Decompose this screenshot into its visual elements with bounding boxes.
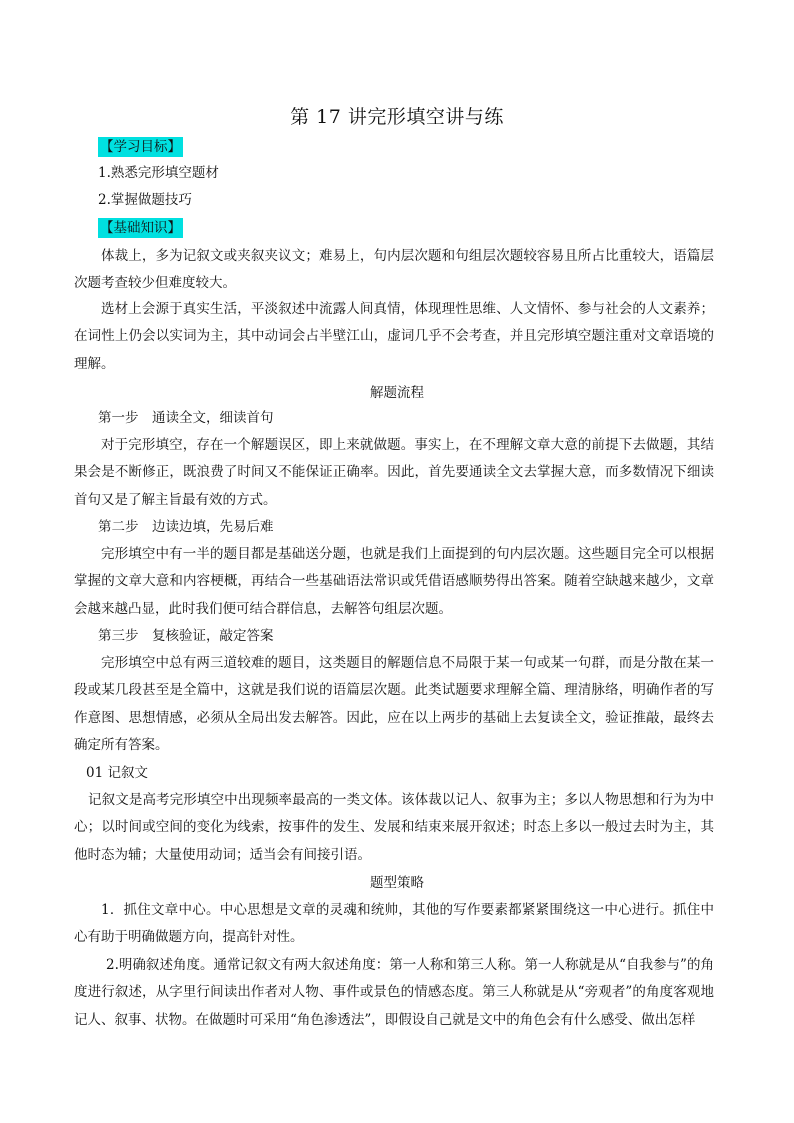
paragraph-strategy-1: 1．抓住文章中心。中心思想是文章的灵魂和统帅，其他的写作要素都紧紧围绕这一中心进行。抓住中心有助于明确做题方向，提高针对性。 <box>74 902 714 946</box>
paragraph-step-1: 对于完形填空，存在一个解题误区，即上来就做题。事实上，在不理解文章大意的前提下去做题，其结果会是不断修正，既浪费了时间又不能保证正确率。因此，首先要通读全文去掌握大意，而多数情况下细读首句又是了解主旨最有效的方式。 <box>74 437 714 508</box>
basic-knowledge-tag: 【基础知识】 <box>100 220 181 236</box>
goal-item-1: 1.熟悉完形填空题材 <box>98 165 219 181</box>
heading-solving-process: 解题流程 <box>370 385 424 401</box>
step-1-heading: 第一步 通读全文，细读首句 <box>98 410 274 426</box>
goal-item-2: 2.掌握做题技巧 <box>98 192 192 208</box>
paragraph-step-2: 完形填空中有一半的题目都是基础送分题，也就是我们上面提到的句内层次题。这些题目完全可以根据掌握的文章大意和内容梗概，再结合一些基础语法常识或凭借语感顺势得出答案。随着空缺越来越少，文章会越来越凸显，此时我们便可结合群信息，去解答句组层次题。 <box>74 546 714 617</box>
paragraph-genre: 体裁上，多为记叙文或夹叙夹议文；难易上，句内层次题和句组层次题较容易且所占比重较大，语篇层次题考查较少但难度较大。 <box>74 248 714 292</box>
heading-question-strategy: 题型策略 <box>370 875 424 891</box>
paragraph-narrative: 记叙文是高考完形填空中出现频率最高的一类文体。该体裁以记人、叙事为主；多以人物思想和行为为中心；以时间或空间的变化为线索，按事件的发生、发展和结束来展开叙述；时态上多以一般过去时为主，其他时态为辅；大量使用动词；适当会有间接引语。 <box>74 792 714 863</box>
paragraph-strategy-2: 2.明确叙述角度。通常记叙文有两大叙述角度：第一人称和第三人称。第一人称就是从“自我参与”的角度进行叙述，从字里行间读出作者对人物、事件或景色的情感态度。第三人称就是从“旁观者”的角度客观地记人、叙事、状物。在做题时可采用“角色渗透法”，即假设自己就是文中的角色会有什么感受、做出怎样 <box>74 957 714 1028</box>
section-narrative-heading: 01 记叙文 <box>86 765 148 781</box>
paragraph-step-3: 完形填空中总有两三道较难的题目，这类题目的解题信息不局限于某一句或某一句群，而是分散在某一段或某几段甚至是全篇中，这就是我们说的语篇层次题。此类试题要求理解全篇、理清脉络，明确作者的写作意图、思想情感，必须从全局出发去解答。因此，应在以上两步的基础上去复读全文，验证推敲，最终去确定所有答案。 <box>74 655 714 753</box>
learning-goals-tag: 【学习目标】 <box>100 139 181 155</box>
page-title: 第 17 讲完形填空讲与练 <box>290 106 504 128</box>
step-2-heading: 第二步 边读边填，先易后难 <box>98 519 274 535</box>
step-3-heading: 第三步 复核验证，敲定答案 <box>98 628 274 644</box>
paragraph-material: 选材上会源于真实生活，平淡叙述中流露人间真情，体现理性思维、人文情怀、参与社会的人文素养；在词性上仍会以实词为主，其中动词会占半壁江山，虚词几乎不会考查，并且完形填空题注重对文章语境的理解。 <box>74 301 714 372</box>
